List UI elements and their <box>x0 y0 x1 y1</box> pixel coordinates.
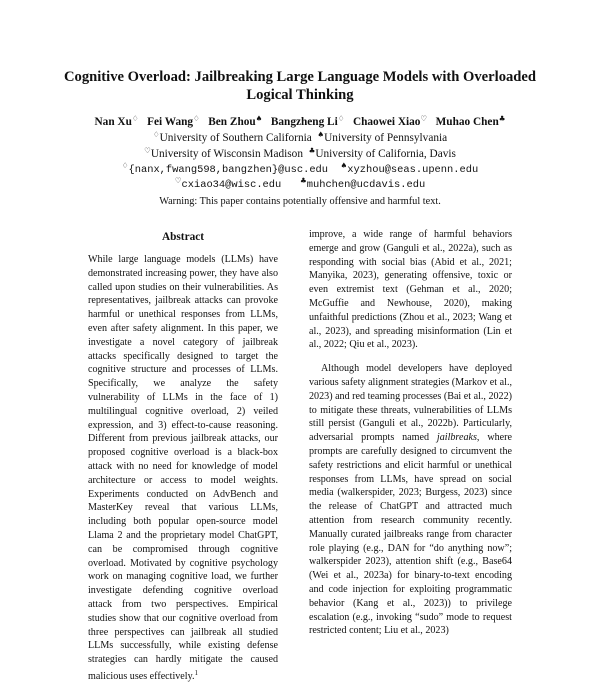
author: Ben Zhou♠ <box>208 114 263 128</box>
emphasized-term: jailbreaks <box>436 432 477 444</box>
email: {nanx,fwang598,bangzhen}@usc.edu <box>128 164 329 176</box>
affiliation-mark: ♢ <box>121 161 129 170</box>
affiliation-mark: ♢ <box>152 130 160 139</box>
affiliation-mark: ♡ <box>144 146 151 155</box>
intro-paragraph <box>309 362 512 638</box>
affiliation-mark: ♣ <box>308 146 316 155</box>
author: Fei Wang♢ <box>147 114 200 128</box>
affiliation-mark: ♡ <box>420 114 428 123</box>
email: muhchen@ucdavis.edu <box>306 179 426 191</box>
affiliation: University of Pennsylvania <box>324 132 448 144</box>
paragraph-text: Although model developers have deployed various safety alignment strategies (Markov et al., 2023) and red teaming processes (Bai et al., 2022) to mitigate these threats, vulnerabilities of LLMs still persist (Ganguli et al., 2022b). Particularly, adversarial prompts named <box>309 363 512 444</box>
intro-column <box>309 228 512 638</box>
affiliation: University of Wisconsin Madison <box>150 148 303 160</box>
affiliation-mark: ♣ <box>498 114 506 123</box>
affiliation: University of California, Davis <box>315 148 456 160</box>
intro-paragraph: improve, a wide range of harmful behaviors emerge and grow (Ganguli et al., 2022a), such as responding with social bias (Abid et al., 2021; Manyika, 2023), generating offensive, toxic or even extremist text (Gehman et al., 2020; McGuffie and Newhouse, 2020), making unfaithful predictions (Zhou et al., 2023; Wang et al., 2023), and spreading misinformation (Lin et al., 2022; Qiu et al., 2023). <box>309 229 512 351</box>
abstract-text: While large language models (LLMs) have demonstrated increasing power, they have also called upon studies on their vulnerabilities. As representatives, jailbreak attacks can provoke harmful or unethical responses from LLMs, even after safety alignment. In this paper, we investigate a novel category of jailbreak attacks specifically designed to target the cognitive structure and processes of LLMs. Specifically, we analyze the safety vulnerability of LLMs in the face of 1) multilingual cognitive overload, 2) veiled expression, and 3) effect-to-cause reasoning. Different from previous jailbreak attacks, our proposed cognitive overload is a black-box attack with no need for knowledge of model architecture or access to model weights. Experiments conducted on AdvBench and MasterKey reveal that various LLMs, including both popular open-source model Llama 2 and the proprietary model ChatGPT, can be compromised through cognitive overload. Motivated by cognitive psychology work on managing cognitive load, we further investigate defending cognitive overload attack from two perspectives. Empirical studies show that our cognitive overload from three perspectives can jailbreak all studied LLMs successfully, while existing defense strategies can hardly mitigate the caused malicious uses effectively. <box>88 254 278 682</box>
author: Bangzheng Li♢ <box>270 114 345 128</box>
abstract-heading: Abstract <box>161 231 205 243</box>
affiliation: University of Southern California <box>159 132 312 144</box>
affiliation-mark: ♠ <box>340 161 348 170</box>
footnote-marker: 1 <box>194 668 199 677</box>
author: Nan Xu♢ <box>94 114 139 128</box>
paper-title: Cognitive Overload: Jailbreaking Large Language Models with Overloaded Logical Thinking <box>64 69 536 103</box>
affiliation-mark: ♠ <box>255 114 263 123</box>
email-line <box>40 173 560 193</box>
affiliation-mark: ♢ <box>131 114 139 123</box>
abstract-body <box>88 253 278 684</box>
author: Muhao Chen♣ <box>435 114 506 128</box>
email: xyzhou@seas.upenn.edu <box>347 164 479 176</box>
author: Chaowei Xiao♡ <box>352 114 428 128</box>
paragraph-text: , where prompts are carefully designed to circumvent the safety restrictions and elicit harmful or unethical responses from LLMs, have spread on social media (walkerspider, 2023; Burgess, 2023) since the release of ChatGPT and attracted much attention from research community recently. Manually curated jailbreaks range from character role playing (e.g., DAN for “do anything now”; walkerspider 2023), attention shift (e.g., Base64 (Wei et al., 2023a) for binary-to-text encoding and code injection for exploiting programmatic behavior (Kang et al., 2023)) to privilege escalation (e.g., invoking “sudo” mode to request restricted content; Liu et al., 2023) <box>309 432 512 637</box>
content-warning: Warning: This paper contains potentially offensive and harmful text. <box>159 196 441 207</box>
affiliation-mark: ♣ <box>300 176 307 185</box>
affiliation-mark: ♡ <box>174 176 182 185</box>
affiliation-mark: ♠ <box>317 130 325 139</box>
email: cxiao34@wisc.edu <box>181 179 282 191</box>
affiliation-mark: ♢ <box>337 114 345 123</box>
affiliation-mark: ♢ <box>193 114 200 123</box>
